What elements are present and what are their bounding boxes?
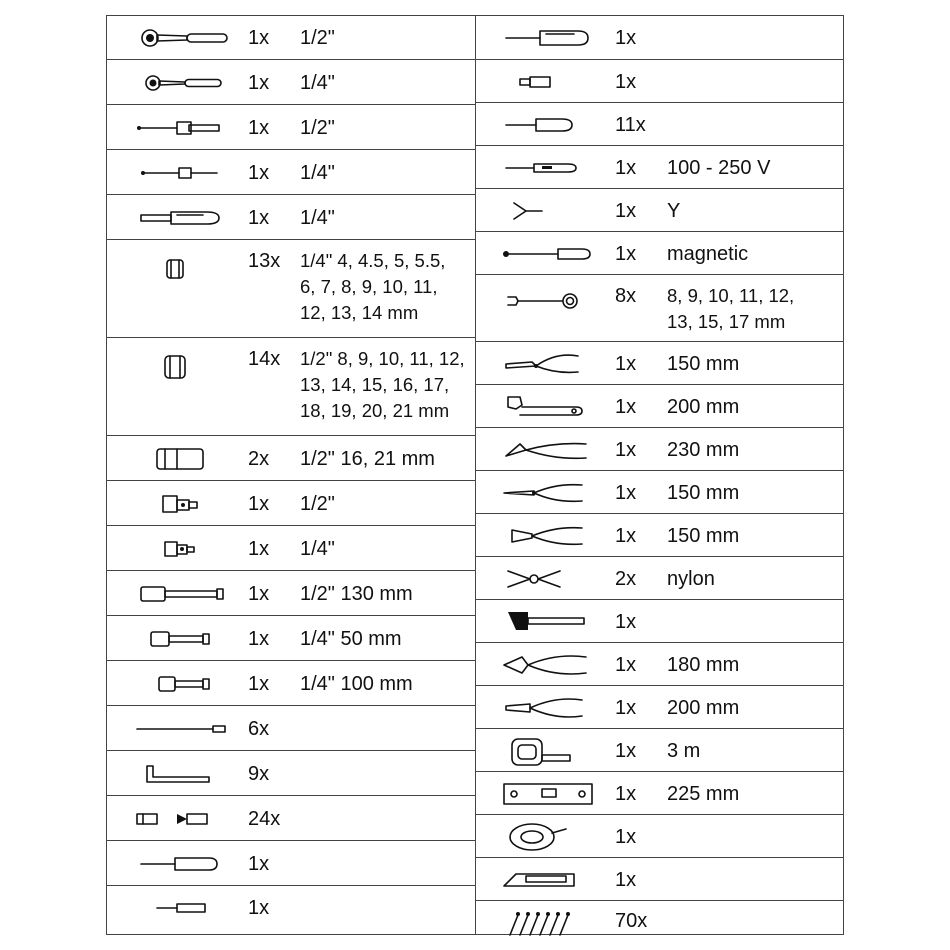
- specification: 1/4": [300, 207, 335, 229]
- bit-holder-icon: [107, 886, 247, 930]
- quantity: 1x: [248, 117, 270, 139]
- tool-row: [476, 146, 843, 189]
- quantity: 1x: [615, 243, 637, 265]
- quantity: 1x: [615, 157, 637, 179]
- tool-row: [476, 471, 843, 514]
- quantity: 1x: [248, 897, 270, 919]
- quantity: 13x: [248, 250, 281, 272]
- tool-row: [476, 232, 843, 275]
- tool-row: [107, 16, 475, 60]
- quantity: 24x: [248, 808, 281, 830]
- quantity: 1x: [615, 396, 637, 418]
- tool-row: [107, 796, 475, 841]
- specification-line: 13, 14, 15, 16, 17,: [300, 374, 450, 395]
- combination-wrench-icon: [476, 281, 616, 325]
- specification: [667, 283, 794, 335]
- tool-row: [107, 150, 475, 195]
- locking-pliers-icon: [476, 643, 616, 687]
- t-bar-quarter-icon: [107, 151, 247, 195]
- tool-row: [476, 342, 843, 385]
- utility-knife-icon: [476, 858, 616, 902]
- diagonal-cutters-icon: [476, 514, 616, 558]
- quantity: 14x: [248, 348, 281, 370]
- tool-row: [107, 526, 475, 571]
- water-pump-pliers-icon: [476, 428, 616, 472]
- tool-row: [107, 240, 475, 338]
- specification: 150 mm: [667, 353, 740, 375]
- specification-line: 8, 9, 10, 11, 12,: [667, 285, 795, 306]
- quantity: 1x: [615, 525, 637, 547]
- right-column: [476, 16, 843, 934]
- extension-100-icon: [107, 662, 247, 706]
- tool-row: [107, 706, 475, 751]
- tool-row: [107, 195, 475, 240]
- hammer-icon: [476, 600, 616, 644]
- specification-line: 13, 15, 17 mm: [667, 311, 786, 332]
- specification: 225 mm: [667, 783, 740, 805]
- quantity: 1x: [615, 826, 637, 848]
- specification: 1/4" 100 mm: [300, 673, 413, 695]
- quantity: 70x: [615, 910, 648, 932]
- specification: Y: [667, 200, 681, 222]
- specification: 1/4": [300, 162, 335, 184]
- quantity: 1x: [615, 611, 637, 633]
- quantity: 1x: [615, 71, 637, 93]
- nails-screws-icon: [476, 901, 616, 945]
- tool-row: [476, 514, 843, 557]
- tool-row: [476, 858, 843, 901]
- specification: 1/4": [300, 538, 335, 560]
- bit-extension-icon: [107, 707, 247, 751]
- wire-stripper-icon: [476, 686, 616, 730]
- tool-row: [107, 661, 475, 706]
- tool-row: [476, 729, 843, 772]
- left-column: [107, 16, 476, 934]
- tool-row: [107, 841, 475, 886]
- magnetic-pickup-icon: [476, 232, 616, 276]
- tool-row: [476, 815, 843, 858]
- tool-row: [107, 436, 475, 481]
- specification: 200 mm: [667, 697, 740, 719]
- quantity: 6x: [248, 718, 270, 740]
- quantity: 1x: [248, 538, 270, 560]
- specification: 1/2": [300, 27, 335, 49]
- quantity: 8x: [615, 285, 637, 307]
- quantity: 1x: [615, 353, 637, 375]
- quantity: 1x: [248, 27, 270, 49]
- specification: magnetic: [667, 243, 749, 265]
- t-bar-half-icon: [107, 106, 247, 150]
- specification: nylon: [667, 568, 715, 590]
- tool-row: [476, 643, 843, 686]
- tool-row: [107, 105, 475, 150]
- tool-row: [476, 557, 843, 600]
- specification: 1/2": [300, 117, 335, 139]
- quantity: 1x: [248, 628, 270, 650]
- universal-joint-quarter-icon: [107, 527, 247, 571]
- specification: 150 mm: [667, 525, 740, 547]
- adjustable-wrench-icon: [476, 385, 616, 429]
- specification: 1/2" 130 mm: [300, 583, 413, 605]
- quantity: 9x: [248, 763, 270, 785]
- tool-row: [476, 686, 843, 729]
- extension-130-icon: [107, 572, 247, 616]
- tool-row: [107, 60, 475, 105]
- insulating-tape-icon: [476, 815, 616, 859]
- specification: [300, 248, 445, 326]
- screwdriver-handle-icon: [107, 842, 247, 886]
- tool-row: [107, 481, 475, 526]
- tool-row: [476, 428, 843, 471]
- specification: 150 mm: [667, 482, 740, 504]
- quantity: 1x: [615, 697, 637, 719]
- specification-line: 1/4" 4, 4.5, 5, 5.5,: [300, 250, 446, 271]
- quantity: 1x: [248, 207, 270, 229]
- tool-row: [476, 275, 843, 342]
- tool-row: [476, 385, 843, 428]
- quantity: 1x: [615, 439, 637, 461]
- specification: 1/2": [300, 493, 335, 515]
- deep-socket-icon: [107, 437, 247, 481]
- specification-line: 18, 19, 20, 21 mm: [300, 400, 450, 421]
- quantity: 1x: [248, 583, 270, 605]
- tool-row: [107, 616, 475, 661]
- specification: 100 - 250 V: [667, 157, 771, 179]
- bit-driver-handle-icon: [107, 196, 247, 240]
- quantity: 1x: [615, 27, 637, 49]
- precision-screwdriver-icon: [476, 103, 616, 147]
- quantity: 1x: [615, 740, 637, 762]
- tool-row: [107, 571, 475, 616]
- quantity: 1x: [248, 162, 270, 184]
- tool-row: [476, 600, 843, 643]
- ratchet-quarter-icon: [107, 61, 247, 105]
- specification: [300, 346, 465, 424]
- tool-row: [476, 901, 843, 941]
- specification: 3 m: [667, 740, 701, 762]
- voltage-tester-icon: [476, 146, 616, 190]
- tool-row: [476, 16, 843, 60]
- universal-joint-half-icon: [107, 482, 247, 526]
- tool-row: [107, 751, 475, 796]
- spring-clamp-icon: [476, 557, 616, 601]
- large-socket-icon: [107, 344, 247, 388]
- quantity: 1x: [248, 673, 270, 695]
- extension-50-icon: [107, 617, 247, 661]
- tool-list-sheet: [106, 15, 844, 935]
- tool-row: [107, 338, 475, 436]
- hex-key-icon: [107, 752, 247, 796]
- spirit-level-icon: [476, 772, 616, 816]
- tool-row: [476, 772, 843, 815]
- quantity: 1x: [615, 783, 637, 805]
- quantity: 11x: [615, 114, 646, 136]
- flat-screwdriver-icon: [476, 16, 616, 60]
- tool-row: [107, 886, 475, 930]
- specification: 1/2" 16, 21 mm: [300, 448, 435, 470]
- tape-measure-icon: [476, 729, 616, 773]
- specification: 1/4" 50 mm: [300, 628, 402, 650]
- y-bit-icon: [476, 189, 616, 233]
- quantity: 1x: [615, 200, 637, 222]
- quantity: 1x: [615, 482, 637, 504]
- quantity: 1x: [248, 72, 270, 94]
- bit-adapter-icon: [476, 60, 616, 104]
- specification-line: 12, 13, 14 mm: [300, 302, 419, 323]
- quantity: 2x: [615, 568, 637, 590]
- quantity: 1x: [248, 493, 270, 515]
- quantity: 2x: [248, 448, 270, 470]
- quantity: 1x: [248, 853, 270, 875]
- long-nose-pliers-icon: [476, 471, 616, 515]
- quantity: 1x: [615, 654, 637, 676]
- specification-line: 6, 7, 8, 9, 10, 11,: [300, 276, 438, 297]
- tool-row: [476, 189, 843, 232]
- screwdriver-bits-icon: [107, 797, 247, 841]
- quantity: 1x: [615, 869, 637, 891]
- specification-line: 1/2" 8, 9, 10, 11, 12,: [300, 348, 465, 369]
- tool-row: [476, 60, 843, 103]
- specification: 1/4": [300, 72, 335, 94]
- specification: 180 mm: [667, 654, 740, 676]
- specification: 230 mm: [667, 439, 740, 461]
- combination-pliers-icon: [476, 342, 616, 386]
- small-socket-icon: [107, 246, 247, 290]
- ratchet-half-icon: [107, 16, 247, 60]
- tool-row: [476, 103, 843, 146]
- specification: 200 mm: [667, 396, 740, 418]
